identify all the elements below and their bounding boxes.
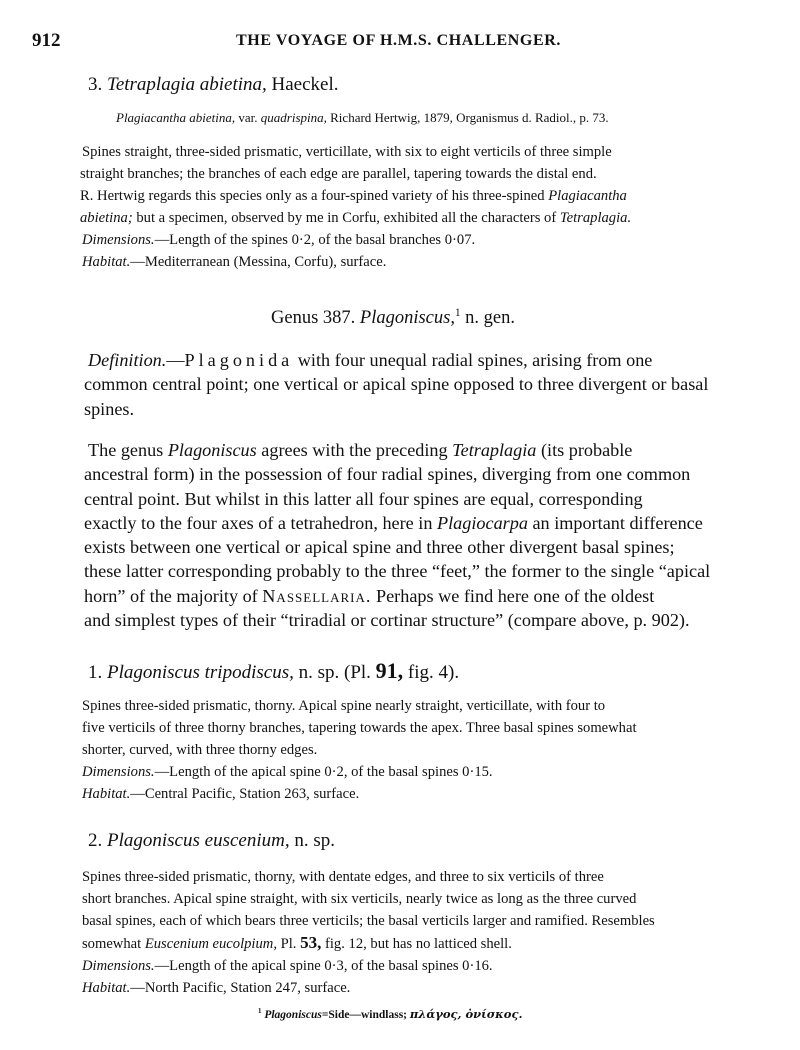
desc-line: basal spines, each of which bears three verticils; the basal verticils larger and ramified. Resembles [82, 913, 655, 929]
discussion-line: ancestral form) in the possession of four radial spines, diverging from one common [84, 464, 691, 485]
footnote-marker: 1 [454, 306, 461, 319]
dimensions-label: Dimensions. [82, 958, 155, 974]
genus-suffix: n. gen. [465, 308, 515, 328]
footnote-term: Plagoniscus [264, 1009, 322, 1021]
genus-definition [84, 348, 750, 421]
habitat-label: Habitat. [82, 254, 131, 270]
desc-line [80, 185, 746, 207]
species-suffix: fig. 4). [407, 662, 460, 683]
desc-taxon: Euscenium eucolpium, [144, 936, 277, 952]
habitat-text: —Mediterranean (Messina, Corfu), surface. [130, 254, 387, 270]
genus-label: Genus 387. [271, 308, 356, 328]
definition-line: common central point; one vertical or apical spine opposed to three divergent or basal [84, 374, 709, 395]
species-number: 3. [88, 74, 103, 95]
habitat-line [82, 977, 748, 999]
desc-line: Spines three-sided prismatic, thorny. Apical spine nearly straight, verticillate, with four to [82, 698, 606, 714]
species-heading-tripodiscus [88, 658, 459, 684]
definition-group: Plagonida [184, 350, 294, 370]
habitat-line [82, 783, 748, 805]
discussion-text: (its probable [540, 440, 633, 460]
desc-line [80, 207, 746, 229]
genus-discussion [84, 438, 750, 632]
running-title: THE VOYAGE OF H.M.S. CHALLENGER. [236, 32, 562, 49]
discussion-taxon: Plagoniscus [167, 440, 257, 460]
discussion-text: Perhaps we find here one of the oldest [375, 585, 655, 606]
species-author: Haeckel. [271, 74, 339, 95]
habitat-label: Habitat. [82, 980, 131, 996]
dimensions-text: —Length of the spines 0·2, of the basal branches 0·07. [154, 232, 476, 248]
discussion-taxon: Tetraplagia [452, 440, 537, 460]
discussion-line: and simplest types of their “triradial or cortinar structure” (compare above, p. 902). [84, 610, 690, 631]
discussion-line: these latter corresponding probably to the three “feet,” the former to the single “apical [84, 561, 711, 582]
discussion-taxon: Plagiocarpa [437, 512, 528, 533]
desc-line [82, 932, 748, 955]
footnote-text: =Side—windlass; [321, 1009, 408, 1021]
footnote-greek: πλάγος, ὀνίσκος. [409, 1007, 523, 1021]
dimensions-line [82, 761, 748, 783]
definition-line [88, 348, 754, 372]
discussion-line [84, 511, 750, 535]
habitat-label: Habitat. [82, 786, 131, 802]
discussion-line: central point. But whilst in this latter all four spines are equal, corresponding [84, 488, 643, 509]
definition-text: with four unequal radial spines, arising from one [297, 350, 653, 370]
footnote [258, 1007, 522, 1021]
synonym-reference [116, 110, 609, 126]
desc-text: Pl. [280, 936, 297, 952]
species-name: Plagoniscus tripodiscus, [107, 662, 294, 683]
dimensions-text: —Length of the apical spine 0·3, of the basal spines 0·16. [154, 958, 493, 974]
desc-line: shorter, curved, with three thorny edges. [82, 742, 318, 758]
habitat-text: —Central Pacific, Station 263, surface. [130, 786, 360, 802]
desc-line: straight branches; the branches of each edge are parallel, tapering towards the distal end. [80, 166, 597, 182]
desc-taxon: abietina; [80, 210, 133, 226]
synonym-var: quadrispina, [260, 110, 327, 125]
euscenium-description [82, 866, 748, 999]
dimensions-label: Dimensions. [82, 232, 155, 248]
genus-name: Plagoniscus, [359, 308, 455, 328]
species-heading-euscenium [88, 830, 335, 852]
synonym-var-prefix: var. [238, 110, 258, 125]
dimensions-text: —Length of the apical spine 0·2, of the basal spines 0·15. [154, 764, 493, 780]
desc-text: fig. 12, but has no latticed shell. [325, 936, 512, 952]
desc-text: but a specimen, observed by me in Corfu, exhibited all the characters of [136, 210, 557, 226]
desc-text: somewhat [82, 936, 142, 952]
definition-line: spines. [84, 398, 135, 419]
desc-line: five verticils of three thorny branches, tapering towards the apex. Three basal spines somewhat [82, 720, 637, 736]
desc-line: short branches. Apical spine straight, with six verticils, nearly twice as long as the three curved [82, 891, 637, 907]
discussion-text: exactly to the four axes of a tetrahedron, here in [84, 512, 433, 533]
genus-heading [271, 308, 515, 329]
discussion-line [88, 438, 754, 462]
species-number: 1. [88, 662, 103, 683]
synonym-citation: Richard Hertwig, 1879, Organismus d. Radiol., p. 73. [330, 110, 609, 125]
synonym-name: Plagiacantha abietina, [116, 110, 236, 125]
discussion-text: agrees with the preceding [261, 440, 448, 460]
tripodiscus-description [82, 695, 748, 805]
plate-number: 53, [300, 933, 322, 952]
plate-number: 91, [375, 658, 404, 683]
desc-text: R. Hertwig regards this species only as a four-spined variety of his three-spined [80, 188, 545, 204]
discussion-text: an important difference [532, 512, 703, 533]
dimensions-label: Dimensions. [82, 764, 155, 780]
discussion-text: horn” of the majority of [84, 585, 258, 606]
species-name: Plagoniscus euscenium, [107, 830, 290, 851]
desc-line: Spines three-sided prismatic, thorny, with dentate edges, and three to six verticils of three [82, 869, 604, 885]
species-number: 2. [88, 830, 103, 851]
dimensions-line [82, 229, 748, 251]
discussion-line [84, 584, 750, 608]
tetraplagia-description [82, 141, 748, 273]
dimensions-line [82, 955, 748, 977]
page-number: 912 [32, 30, 61, 51]
desc-taxon: Tetraplagia. [559, 210, 632, 226]
habitat-text: —North Pacific, Station 247, surface. [130, 980, 351, 996]
desc-taxon: Plagiacantha [548, 188, 627, 204]
desc-line: Spines straight, three-sided prismatic, verticillate, with six to eight verticils of three simple [82, 144, 612, 160]
species-heading-tetraplagia [88, 74, 339, 96]
discussion-line: exists between one vertical or apical spine and three other divergent basal spines; [84, 537, 675, 558]
definition-dash: — [166, 350, 185, 370]
species-suffix: n. sp. (Pl. [298, 662, 371, 683]
species-suffix: n. sp. [294, 830, 335, 851]
discussion-group-name: Nassellaria. [262, 585, 372, 606]
discussion-text: The genus [88, 440, 164, 460]
footnote-mark: 1 [258, 1008, 262, 1016]
species-name: Tetraplagia abietina, [107, 74, 267, 95]
habitat-line [82, 251, 748, 273]
definition-label: Definition. [88, 350, 167, 370]
